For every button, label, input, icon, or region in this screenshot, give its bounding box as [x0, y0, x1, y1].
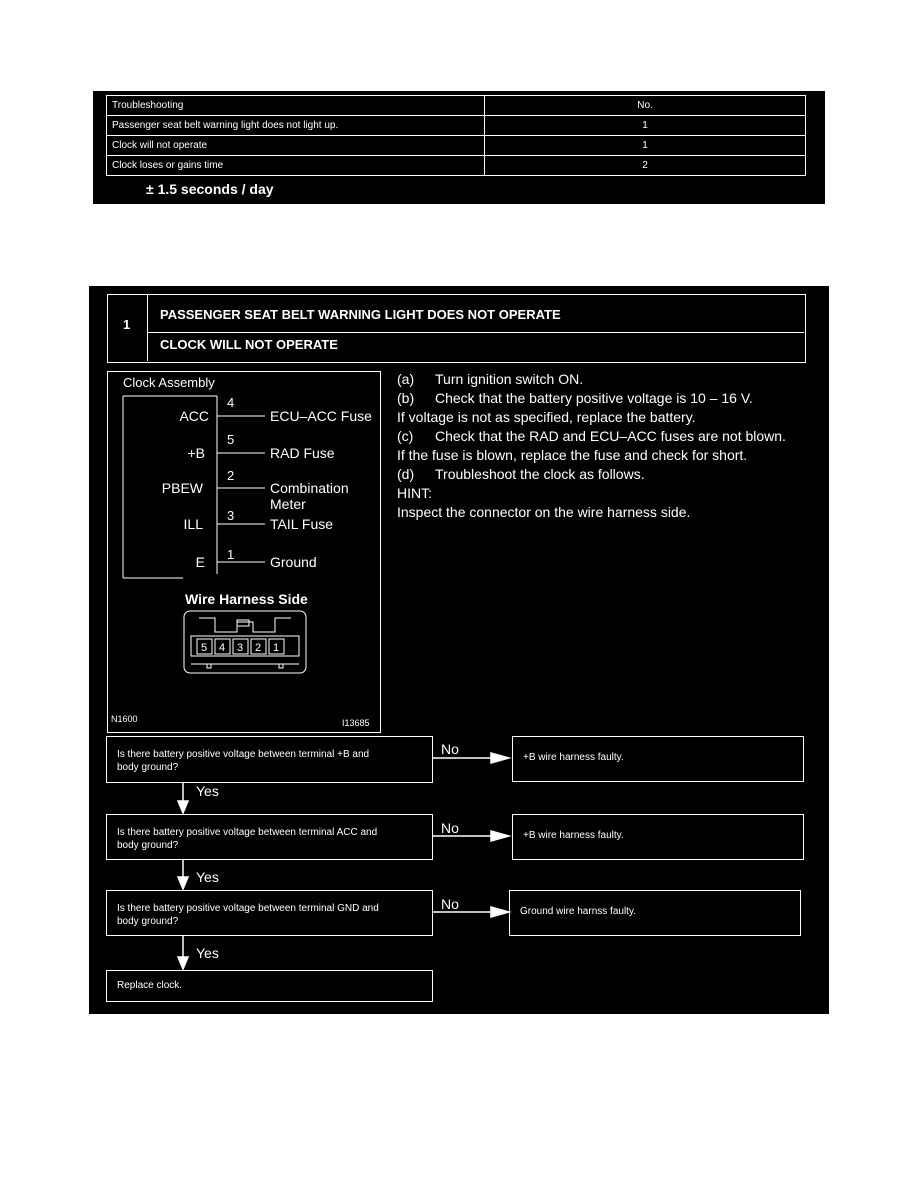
- pin-number: 3: [227, 508, 235, 523]
- row-problem: Clock will not operate: [107, 136, 485, 156]
- diagram-title: Clock Assembly: [123, 375, 215, 390]
- row-problem: Passenger seat belt warning light does not light up.: [107, 116, 485, 136]
- wire-dest-ill: TAIL Fuse: [270, 516, 334, 532]
- procedure-panel: [89, 286, 829, 1014]
- row-number: 1: [485, 116, 806, 136]
- yes-arrowhead-1: [178, 801, 188, 813]
- troubleshooting-table: [106, 95, 806, 176]
- wire-harness-side-label: Wire Harness Side: [185, 591, 308, 607]
- pin-number: 4: [227, 395, 235, 410]
- terminal-b: +B: [187, 445, 205, 461]
- troubleshooting-panel: [93, 91, 825, 204]
- time-spec: ± 1.5 seconds / day: [146, 181, 274, 197]
- hint-label: HINT:: [397, 485, 432, 501]
- no-arrowhead-3: [491, 907, 509, 917]
- hint-text: Inspect the connector on the wire harness side.: [397, 504, 691, 520]
- no-arrowhead-1: [491, 753, 509, 763]
- flow-result-2: +B wire harness faulty.: [512, 814, 804, 860]
- no-label-3: No: [441, 896, 459, 912]
- question-text: Is there battery positive voltage between terminal ACC and body ground?: [117, 827, 378, 851]
- terminal-ill: ILL: [183, 516, 203, 532]
- wire-dest-pbew-2: Meter: [270, 496, 306, 512]
- instruction-a: (a) Turn ignition switch ON.: [397, 371, 584, 387]
- figure-code-right: I13685: [342, 718, 370, 728]
- terminal-acc: ACC: [179, 408, 209, 424]
- instruction-d: (d) Troubleshoot the clock as follows.: [397, 466, 645, 482]
- instruction-b-note: If voltage is not as specified, replace the battery.: [397, 409, 696, 425]
- yes-arrowhead-3: [178, 957, 188, 969]
- instruction-c: (c) Check that the RAD and ECU–ACC fuses are not blown.: [397, 428, 786, 444]
- instruction-c-note: If the fuse is blown, replace the fuse and check for short.: [397, 447, 748, 463]
- connector-pin-1: 1: [273, 642, 280, 654]
- table-header-row: [107, 96, 806, 116]
- terminal-pbew: PBEW: [161, 480, 203, 496]
- row-number: 1: [485, 136, 806, 156]
- step-number: 1: [123, 317, 131, 332]
- flow-question-2: [106, 814, 433, 860]
- wire-dest-e: Ground: [270, 554, 317, 570]
- row-problem: Clock loses or gains time: [107, 156, 485, 176]
- no-label-2: No: [441, 820, 459, 836]
- yes-label-2: Yes: [196, 869, 219, 885]
- wire-dest-pbew: Combination: [270, 480, 349, 496]
- connector-pin-4: 4: [219, 642, 226, 654]
- pin-number: 1: [227, 547, 235, 562]
- yes-label-1: Yes: [196, 783, 219, 799]
- no-arrowhead-2: [491, 831, 509, 841]
- wire-dest-acc: ECU–ACC Fuse: [270, 408, 372, 424]
- flow-result-1: +B wire harness faulty.: [512, 736, 804, 782]
- no-label-1: No: [441, 741, 459, 757]
- yes-arrowhead-2: [178, 877, 188, 889]
- pin-number: 5: [227, 432, 235, 447]
- wire-dest-b: RAD Fuse: [270, 445, 335, 461]
- question-text: Is there battery positive voltage between terminal GND and body ground?: [117, 903, 379, 927]
- connector-pin-2: 2: [255, 642, 262, 654]
- terminal-e: E: [195, 554, 205, 570]
- row-number: 2: [485, 156, 806, 176]
- flow-question-3: [106, 890, 433, 936]
- connector-pin-3: 3: [237, 642, 244, 654]
- step-title-1: PASSENGER SEAT BELT WARNING LIGHT DOES NOT OPERATE: [160, 307, 561, 322]
- flow-result-3: Ground wire harnss faulty.: [509, 890, 801, 936]
- flow-final: Replace clock.: [106, 970, 433, 1002]
- question-text: Is there battery positive voltage between terminal +B and body ground?: [117, 749, 370, 773]
- flow-question-1: [106, 736, 433, 783]
- step-title-2: CLOCK WILL NOT OPERATE: [160, 337, 338, 352]
- pin-number: 2: [227, 468, 235, 483]
- header-number: No.: [485, 96, 806, 116]
- connector-pin-5: 5: [201, 642, 208, 654]
- header-problem: Troubleshooting: [107, 96, 485, 116]
- table-row: [107, 136, 806, 156]
- instruction-b: (b) Check that the battery positive voltage is 10 – 16 V.: [397, 390, 753, 406]
- table-row: [107, 116, 806, 136]
- yes-label-3: Yes: [196, 945, 219, 961]
- figure-code-left: N1600: [111, 714, 138, 724]
- table-row: [107, 156, 806, 176]
